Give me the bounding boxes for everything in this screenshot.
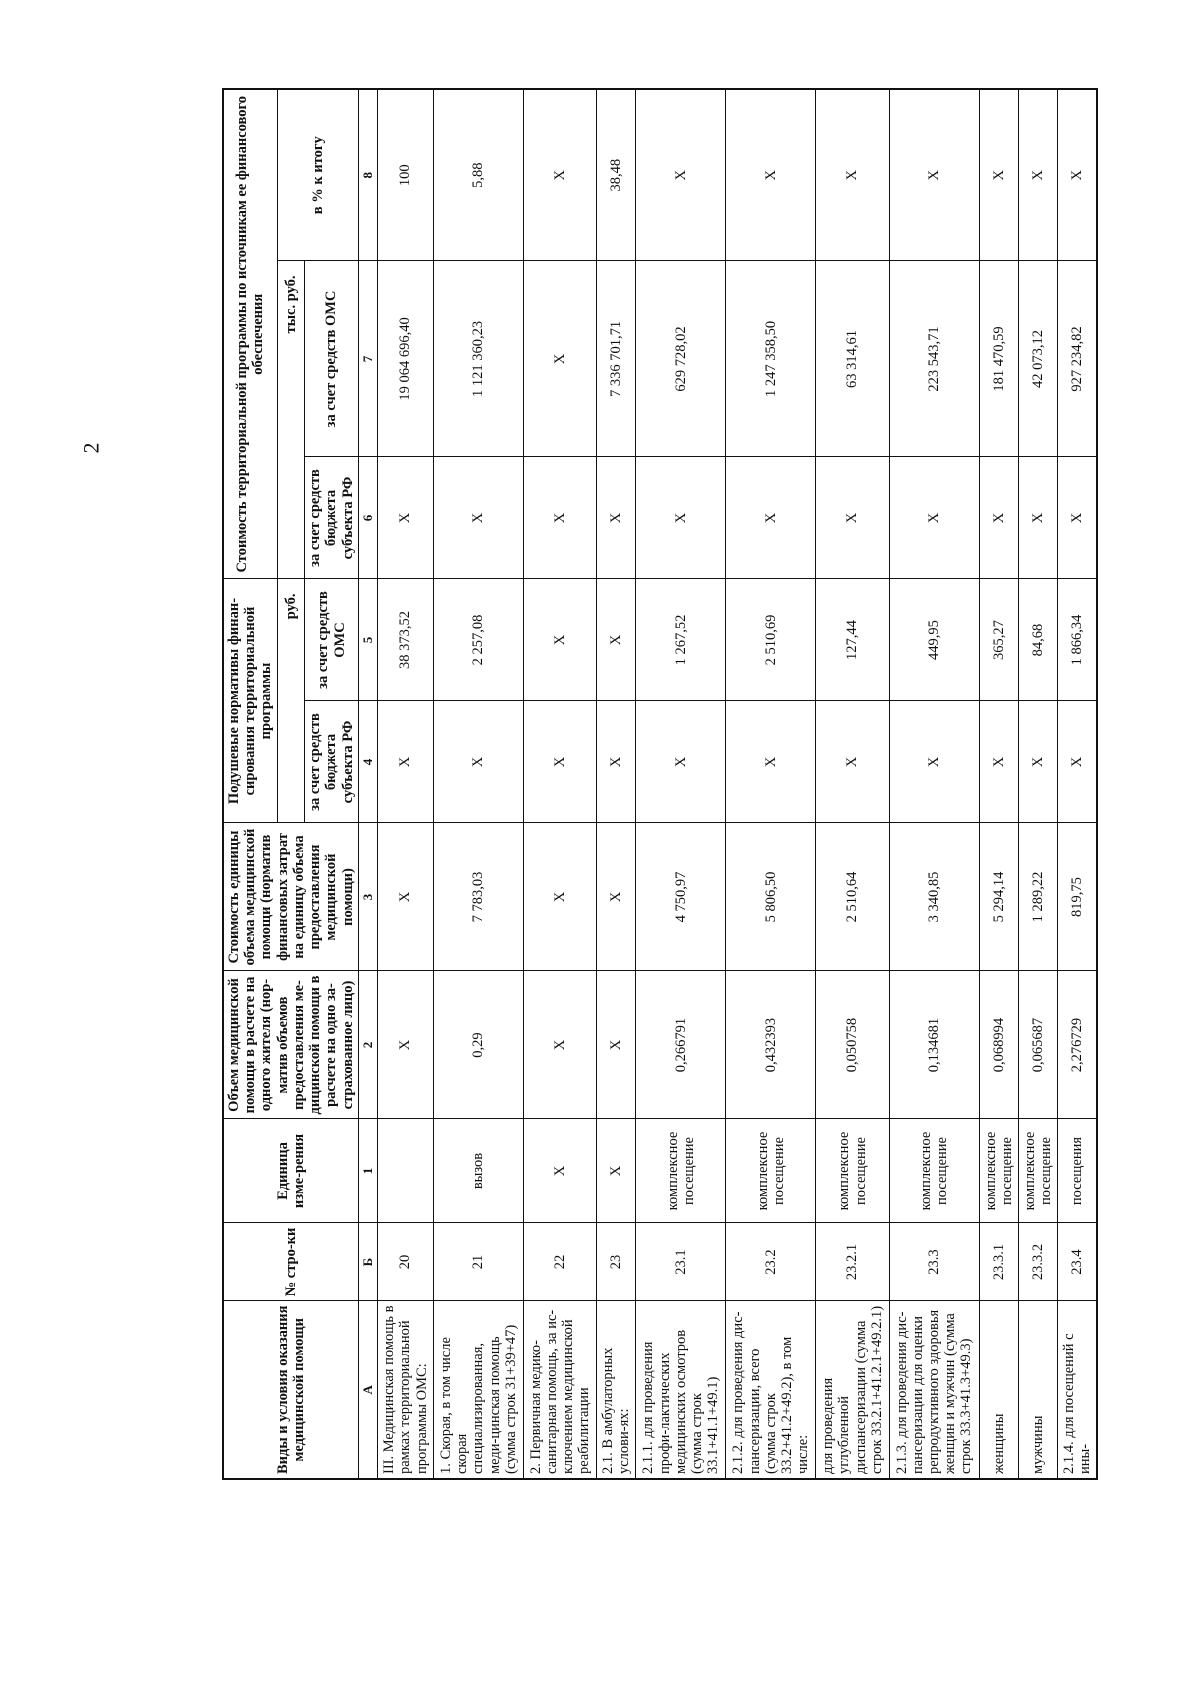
index-cell: 3 bbox=[358, 823, 377, 971]
row-norm-budget: X bbox=[816, 701, 889, 823]
header-cost-oms: за счет средств ОМС bbox=[305, 261, 359, 457]
row-name: 2.1.3. для проведения дис-пансеризации для оценки репродуктивного здоровья женщин и мужчин (сумма строк 33.3+41.3+49.3) bbox=[889, 1301, 979, 1479]
row-name: 2.1. В амбулаторных услови-ях: bbox=[597, 1301, 636, 1479]
header-norm-oms: за счет средств ОМС bbox=[305, 579, 359, 701]
row-percent: 38,48 bbox=[597, 89, 636, 261]
row-unit-cost: 5 806,50 bbox=[726, 823, 816, 971]
row-norm-oms: 1 866,34 bbox=[1057, 579, 1097, 701]
row-number: 23 bbox=[597, 1223, 636, 1301]
index-cell: Б bbox=[358, 1223, 377, 1301]
index-cell: 8 bbox=[358, 89, 377, 261]
row-norm-budget: X bbox=[979, 701, 1018, 823]
row-norm-budget: X bbox=[726, 701, 816, 823]
row-norm-budget: X bbox=[636, 701, 726, 823]
row-name: для проведения углубленной диспансеризации (сумма строк 33.2.1+41.2.1+49.2.1) bbox=[816, 1301, 889, 1479]
row-volume: 0,065687 bbox=[1018, 971, 1057, 1119]
row-unit: комплексное посещение bbox=[636, 1119, 726, 1223]
row-cost-oms: 1 247 358,50 bbox=[726, 261, 816, 457]
row-cost-budget: X bbox=[816, 457, 889, 579]
row-norm-oms: 449,95 bbox=[889, 579, 979, 701]
row-unit-cost: 819,75 bbox=[1057, 823, 1097, 971]
header-volume: Объем медицинской помощи в расчете на одного жителя (нор-матив объемов предоставления ме-дицинской помощи в расчете на одно за-страхованное лицо) bbox=[223, 971, 358, 1119]
row-percent: X bbox=[1057, 89, 1097, 261]
row-norm-oms: X bbox=[597, 579, 636, 701]
row-norm-oms: 2 257,08 bbox=[434, 579, 524, 701]
row-cost-oms: 181 470,59 bbox=[979, 261, 1018, 457]
row-unit: комплексное посещение bbox=[979, 1119, 1018, 1223]
row-cost-budget: X bbox=[377, 457, 433, 579]
table-row bbox=[816, 89, 889, 1479]
row-norm-oms: 127,44 bbox=[816, 579, 889, 701]
header-norm-budget: за счет средств бюджета субъекта РФ bbox=[305, 701, 359, 823]
index-cell: 6 bbox=[358, 457, 377, 579]
table-body bbox=[377, 89, 1097, 1479]
row-unit: комплексное посещение bbox=[1018, 1119, 1057, 1223]
row-unit: вызов bbox=[434, 1119, 524, 1223]
row-unit-cost: 3 340,85 bbox=[889, 823, 979, 971]
header-program-cost: Стоимость территориальной программы по источникам ее финансового обеспечения bbox=[223, 89, 277, 579]
row-cost-budget: X bbox=[1018, 457, 1057, 579]
row-cost-oms: 1 121 360,23 bbox=[434, 261, 524, 457]
row-cost-oms: 223 543,71 bbox=[889, 261, 979, 457]
row-volume: 0,050758 bbox=[816, 971, 889, 1119]
table-row bbox=[979, 89, 1018, 1479]
table-row bbox=[1018, 89, 1057, 1479]
row-percent: X bbox=[726, 89, 816, 261]
row-unit-cost: 4 750,97 bbox=[636, 823, 726, 971]
row-cost-oms: 42 073,12 bbox=[1018, 261, 1057, 457]
header-row-number: № стро-ки bbox=[223, 1223, 358, 1301]
row-norm-oms: 365,27 bbox=[979, 579, 1018, 701]
header-unit: Единица изме-рения bbox=[223, 1119, 358, 1223]
row-number: 23.3.2 bbox=[1018, 1223, 1057, 1301]
financing-table bbox=[222, 88, 1098, 1480]
row-number: 21 bbox=[434, 1223, 524, 1301]
index-cell: 7 bbox=[358, 261, 377, 457]
row-norm-budget: X bbox=[434, 701, 524, 823]
row-cost-budget: X bbox=[434, 457, 524, 579]
row-name: 1. Скорая, в том числе скорая специализированная, меди-цинская помощь (сумма строк 31+39+47) bbox=[434, 1301, 524, 1479]
row-norm-budget: X bbox=[889, 701, 979, 823]
index-cell: 4 bbox=[358, 701, 377, 823]
row-cost-budget: X bbox=[524, 457, 597, 579]
header-kinds: Виды и условия оказания медицинской помощи bbox=[223, 1301, 358, 1479]
table-row bbox=[524, 89, 597, 1479]
row-name: 2.1.4. для посещений с ины- bbox=[1057, 1301, 1097, 1479]
row-volume: 0,29 bbox=[434, 971, 524, 1119]
row-norm-oms: X bbox=[524, 579, 597, 701]
row-name: мужчины bbox=[1018, 1301, 1057, 1479]
row-name: 2.1.2. для проведения дис-пансеризации, всего (сумма строк 33.2+41.2+49.2), в том числе: bbox=[726, 1301, 816, 1479]
row-unit: комплексное посещение bbox=[889, 1119, 979, 1223]
column-index-row bbox=[358, 89, 377, 1479]
row-number: 23.3 bbox=[889, 1223, 979, 1301]
row-percent: X bbox=[816, 89, 889, 261]
table-row bbox=[597, 89, 636, 1479]
row-percent: X bbox=[889, 89, 979, 261]
row-percent: 100 bbox=[377, 89, 433, 261]
header-unit-cost: Стоимость единицы объема медицинской помощи (норматив финансовых затрат на единицу объема предоставления медицинской помощи) bbox=[223, 823, 358, 971]
row-norm-budget: X bbox=[524, 701, 597, 823]
row-norm-oms: 2 510,69 bbox=[726, 579, 816, 701]
table-row bbox=[434, 89, 524, 1479]
row-volume: 0,432393 bbox=[726, 971, 816, 1119]
row-norm-budget: X bbox=[597, 701, 636, 823]
row-cost-budget: X bbox=[636, 457, 726, 579]
row-norm-budget: X bbox=[377, 701, 433, 823]
row-name: 2. Первичная медико-санитарная помощь, за ис-ключением медицинской реабилитации bbox=[524, 1301, 597, 1479]
index-cell: 5 bbox=[358, 579, 377, 701]
row-unit-cost: 7 783,03 bbox=[434, 823, 524, 971]
row-norm-oms: 38 373,52 bbox=[377, 579, 433, 701]
row-cost-oms: 629 728,02 bbox=[636, 261, 726, 457]
row-volume: 2,276729 bbox=[1057, 971, 1097, 1119]
row-volume: 0,266791 bbox=[636, 971, 726, 1119]
index-cell: А bbox=[358, 1301, 377, 1479]
unit-rub: руб. bbox=[277, 579, 304, 823]
row-percent: X bbox=[1018, 89, 1057, 261]
row-unit: X bbox=[524, 1119, 597, 1223]
row-norm-oms: 1 267,52 bbox=[636, 579, 726, 701]
row-cost-oms: X bbox=[524, 261, 597, 457]
header-cost-budget: за счет средств бюджета субъекта РФ bbox=[305, 457, 359, 579]
row-cost-budget: X bbox=[726, 457, 816, 579]
row-percent: X bbox=[979, 89, 1018, 261]
row-name: 2.1.1. для проведения профи-лактических медицинских осмотров (сумма строк 33.1+41.1+49.1) bbox=[636, 1301, 726, 1479]
row-number: 23.1 bbox=[636, 1223, 726, 1301]
row-unit-cost: 5 294,14 bbox=[979, 823, 1018, 971]
row-cost-oms: 19 064 696,40 bbox=[377, 261, 433, 457]
page-number: 2 bbox=[78, 442, 104, 454]
rotated-table-wrapper bbox=[222, 90, 1092, 1480]
row-number: 23.2 bbox=[726, 1223, 816, 1301]
table-row bbox=[1057, 89, 1097, 1479]
table-row bbox=[726, 89, 816, 1479]
row-unit: посещения bbox=[1057, 1119, 1097, 1223]
row-number: 23.2.1 bbox=[816, 1223, 889, 1301]
row-volume: 0,068994 bbox=[979, 971, 1018, 1119]
row-unit-cost: X bbox=[597, 823, 636, 971]
row-percent: X bbox=[636, 89, 726, 261]
row-cost-oms: 63 314,61 bbox=[816, 261, 889, 457]
row-unit-cost: X bbox=[377, 823, 433, 971]
unit-thousand-rub: тыс. руб. bbox=[277, 261, 304, 579]
table-row bbox=[636, 89, 726, 1479]
row-unit-cost: 1 289,22 bbox=[1018, 823, 1057, 971]
row-percent: 5,88 bbox=[434, 89, 524, 261]
index-cell: 2 bbox=[358, 971, 377, 1119]
row-cost-oms: 7 336 701,71 bbox=[597, 261, 636, 457]
row-cost-budget: X bbox=[889, 457, 979, 579]
table-row bbox=[889, 89, 979, 1479]
row-unit-cost: 2 510,64 bbox=[816, 823, 889, 971]
row-name: женщины bbox=[979, 1301, 1018, 1479]
row-unit: комплексное посещение bbox=[816, 1119, 889, 1223]
row-norm-oms: 84,68 bbox=[1018, 579, 1057, 701]
row-volume: X bbox=[597, 971, 636, 1119]
header-percent-total: в % к итогу bbox=[277, 89, 358, 261]
row-cost-budget: X bbox=[597, 457, 636, 579]
row-name: III. Медицинская помощь в рамках территориальной программы ОМС: bbox=[377, 1301, 433, 1479]
row-cost-oms: 927 234,82 bbox=[1057, 261, 1097, 457]
row-volume: X bbox=[377, 971, 433, 1119]
row-percent: X bbox=[524, 89, 597, 261]
row-cost-budget: X bbox=[1057, 457, 1097, 579]
row-number: 22 bbox=[524, 1223, 597, 1301]
row-unit: комплексное посещение bbox=[726, 1119, 816, 1223]
row-norm-budget: X bbox=[1057, 701, 1097, 823]
row-volume: X bbox=[524, 971, 597, 1119]
header-per-capita-norms: Подушевые нормативы финан-сирования территориальной программы bbox=[223, 579, 277, 823]
row-norm-budget: X bbox=[1018, 701, 1057, 823]
table-row bbox=[377, 89, 433, 1479]
row-number: 23.4 bbox=[1057, 1223, 1097, 1301]
table-header bbox=[223, 89, 377, 1479]
index-cell: 1 bbox=[358, 1119, 377, 1223]
row-unit bbox=[377, 1119, 433, 1223]
row-unit-cost: X bbox=[524, 823, 597, 971]
row-number: 20 bbox=[377, 1223, 433, 1301]
row-unit: X bbox=[597, 1119, 636, 1223]
row-number: 23.3.1 bbox=[979, 1223, 1018, 1301]
row-volume: 0,134681 bbox=[889, 971, 979, 1119]
row-cost-budget: X bbox=[979, 457, 1018, 579]
